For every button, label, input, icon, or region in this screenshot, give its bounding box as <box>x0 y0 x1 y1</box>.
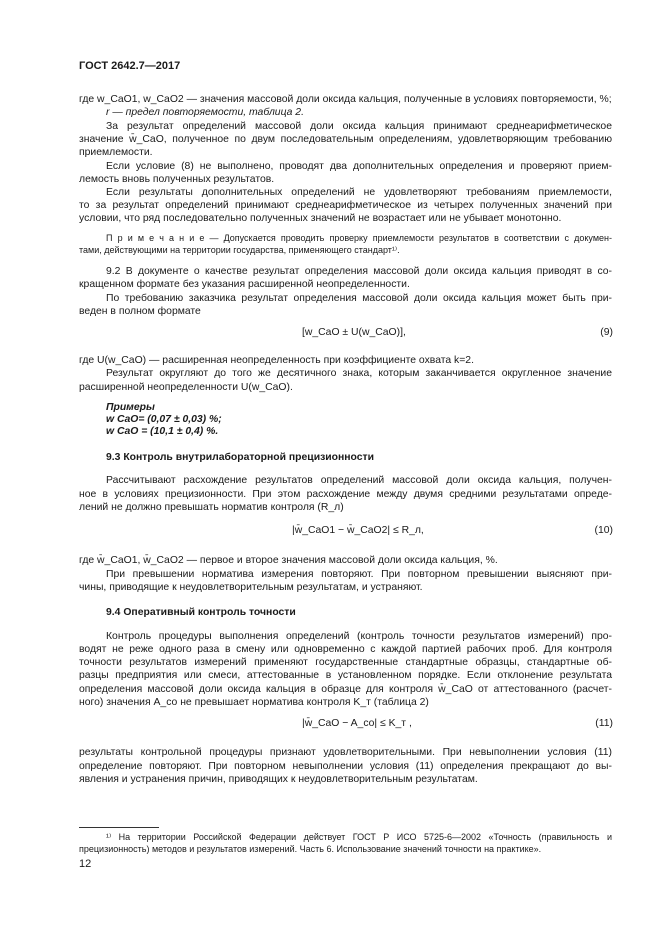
section-heading: 9.4 Оперативный контроль точности <box>106 607 296 618</box>
example-line: w CaO= (0,07 ± 0,03) %; <box>106 414 222 425</box>
text-line: определение повторяют. При повторном невыполнении условия (11) определения прекращают до вы- <box>79 761 612 772</box>
text-line: За результат определений массовой доли оксида кальция принимают среднеарифметическое <box>106 121 612 132</box>
footnote-rule <box>79 827 159 828</box>
note-line: П р и м е ч а н и е — Допускается проводить проверку приемлемости результатов в соответствии с докумен- <box>106 233 612 243</box>
text-line: где U(w_CaO) — расширенная неопределенность при коэффициенте охвата k=2. <box>79 355 474 366</box>
footnote-line: прецизионность) методов и результатов измерений. Часть 6. Использование значений точности на практике». <box>79 844 542 854</box>
text-line: результаты контрольной процедуры признают удовлетворительными. При невыполнении условия (11) <box>79 747 612 758</box>
text-line: явления и устранения причин, приводящих к неудовлетворительным результатам. <box>79 774 478 785</box>
text-line: r — предел повторяемости, таблица 2. <box>106 107 304 118</box>
section-heading: 9.3 Контроль внутрилабораторной прецизионности <box>106 452 374 463</box>
equation-number: (11) <box>595 718 613 729</box>
text-line: Если результаты дополнительных определений не удовлетворяют требованиям приемлемости, <box>106 187 612 198</box>
text-line: лений не должно превышать норматив контроля (R_л) <box>79 502 344 513</box>
document-header: ГОСТ 2642.7—2017 <box>79 60 181 72</box>
text-line: При превышении норматива измерения повторяют. При повторном превышении выясняют при- <box>106 569 612 580</box>
text-line: ного) значения A_со не превышает норматива контроля K_т (таблица 2) <box>79 697 429 708</box>
text-line: приемлемости. <box>79 147 153 158</box>
equation-number: (9) <box>600 327 613 338</box>
text-line: веден в полном формате <box>79 306 201 317</box>
equation-11: |w̄_CaO − A_со| ≤ K_т , <box>302 718 412 729</box>
text-line: где w̄_CaO1, w̄_CaO2 — первое и второе значения массовой доли оксида кальция, %. <box>79 555 498 566</box>
equation-number: (10) <box>594 525 613 536</box>
text-line: где w_CaO1, w_CaO2 — значения массовой доли оксида кальция, полученные в условиях повторяемости, %; <box>79 94 612 105</box>
text-line: разцы предприятия или смеси, аттестованные в установленном порядке. Если отклонение результата <box>79 670 612 681</box>
text-line: значение w̄_CaO, полученное по двум последовательным определениям, удовлетворяющим требованию <box>79 134 612 145</box>
text-line: лемость вновь полученных результатов. <box>79 174 275 185</box>
text-line: определения массовой доли оксида кальция в образце для контроля w̄_CaO от аттестованного (расчет- <box>79 684 612 695</box>
example-line: w CaO = (10,1 ± 0,4) %. <box>106 426 219 437</box>
page-number: 12 <box>79 858 92 870</box>
equation-10: |w̄_CaO1 − w̄_CaO2| ≤ R_л, <box>292 525 424 536</box>
text-line: чины, приводящие к неудовлетворительным результатам, и устраняют. <box>79 582 423 593</box>
equation-9: [w_CaO ± U(w_CaO)], <box>302 327 406 338</box>
text-line: Рассчитывают расхождение результатов определений массовой доли оксида кальция, получен- <box>106 475 612 486</box>
note-line: тами, действующими на территории государства, применяющего стандарт¹⁾. <box>79 245 400 255</box>
text-line: кращенном формате без указания расширенной неопределенности. <box>79 279 410 290</box>
text-line: Если условие (8) не выполнено, проводят два дополнительных определения и проверяют прием- <box>106 161 612 172</box>
text-line: условии, что ряд последовательно полученных значений не возрастает или не убывает монотонно. <box>79 213 562 224</box>
text-line: ное в условиях прецизионности. При этом расхождение между двумя средними результатами опреде- <box>79 489 612 500</box>
footnote-line: ¹⁾ На территории Российской Федерации действует ГОСТ Р ИСО 5725-6—2002 «Точность (правильность и <box>106 832 612 842</box>
text-line: Контроль процедуры выполнения определений (контроль точности результатов измерений) про- <box>106 631 612 642</box>
text-line: Результат округляют до того же десятичного знака, которым заканчивается округленное значение <box>106 368 612 379</box>
text-line: 9.2 В документе о качестве результат определения массовой доли оксида кальция приводят в со- <box>106 266 612 277</box>
text-line: расширенной неопределенности U(w_CaO). <box>79 382 293 393</box>
text-line: точности результатов измерений применяют государственные стандартные образцы, стандартные об- <box>79 657 612 668</box>
examples-heading: Примеры <box>106 402 155 413</box>
text-line: По требованию заказчика результат определения массовой доли оксида кальция может быть при- <box>106 293 612 304</box>
text-line: то за результат определений принимают среднеарифметическое из четырех полученных значений при <box>79 200 612 211</box>
text-line: водят не реже одного раза в смену или одновременно с каждой партией рабочих проб. Для контроля <box>79 644 612 655</box>
